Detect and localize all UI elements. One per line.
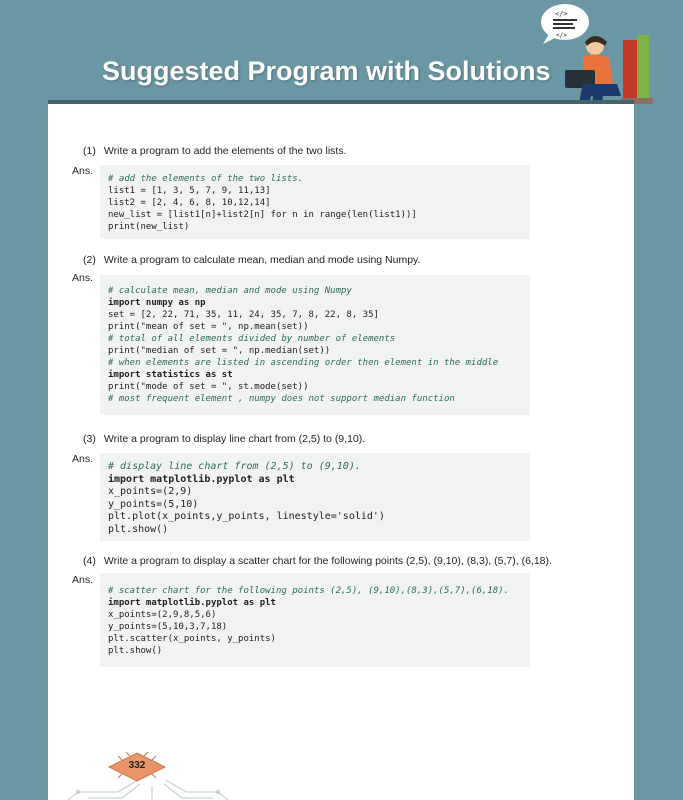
code-line: plt.show() <box>108 523 169 535</box>
code-line: y_points=(5,10) <box>108 498 199 510</box>
answer-label: Ans. <box>72 453 94 465</box>
question-text: Write a program to calculate mean, median and mode using Numpy. <box>103 254 421 266</box>
code-comment: # when elements are listed in ascending order then element in the middle <box>108 358 499 368</box>
code-line: plt.scatter(x_points, y_points) <box>108 634 276 644</box>
answer-label: Ans. <box>72 574 94 586</box>
code-line: import statistics as st <box>108 370 233 380</box>
code-line: x_points=(2,9,8,5,6) <box>108 610 217 620</box>
question-4 <box>83 555 552 567</box>
code-comment: # display line chart from (2,5) to (9,10). <box>108 461 361 472</box>
question-text: Write a program to add the elements of the two lists. <box>103 145 347 157</box>
question-2 <box>83 254 420 266</box>
code-line: import matplotlib.pyplot as plt <box>108 473 295 485</box>
question-number: (1) <box>83 145 96 157</box>
code-comment: # add the elements of the two lists. <box>108 174 304 184</box>
code-comment: # scatter chart for the following points (2,5), (9,10),(8,3),(5,7),(6,18). <box>108 586 509 596</box>
page-title: Suggested Program with Solutions <box>102 56 551 86</box>
page-number: 332 <box>128 760 146 771</box>
code-block-1 <box>100 165 530 239</box>
code-line: plt.show() <box>108 646 163 656</box>
code-line: import numpy as np <box>108 298 206 308</box>
code-comment: # total of all elements divided by number of elements <box>108 334 396 344</box>
code-line: y_points=(5,10,3,7,18) <box>108 622 228 632</box>
question-text: Write a program to display line chart from (2,5) to (9,10). <box>103 433 366 445</box>
code-block-2 <box>100 275 530 415</box>
question-3 <box>83 433 365 445</box>
answer-label: Ans. <box>72 165 94 177</box>
question-1 <box>83 145 347 157</box>
question-number: (2) <box>83 254 96 266</box>
code-line: print("mean of set = ", np.mean(set)) <box>108 322 309 332</box>
code-block-3 <box>100 453 530 541</box>
code-line: print("median of set = ", np.median(set)) <box>108 346 331 356</box>
question-number: (3) <box>83 433 96 445</box>
code-line: new_list = [list1[n]+list2[n] for n in range(len(list1))] <box>108 210 417 220</box>
question-text: Write a program to display a scatter chart for the following points (2,5), (9,10), (8,3), (5,7), (6,18). <box>103 555 552 567</box>
code-comment: # calculate mean, median and mode using Numpy <box>108 286 352 296</box>
code-comment: # most frequent element , numpy does not support median function <box>108 394 455 404</box>
answer-label: Ans. <box>72 272 94 284</box>
code-line: list1 = [1, 3, 5, 7, 9, 11,13] <box>108 186 271 196</box>
code-line: import matplotlib.pyplot as plt <box>108 598 276 608</box>
code-line: plt.plot(x_points,y_points, linestyle='solid') <box>108 511 385 522</box>
code-block-4 <box>100 573 530 667</box>
svg-text:</>: </> <box>556 32 567 39</box>
code-line: list2 = [2, 4, 6, 8, 10,12,14] <box>108 198 271 208</box>
code-line: x_points=(2,9) <box>108 486 193 497</box>
question-number: (4) <box>83 555 96 567</box>
book-icon <box>623 40 637 102</box>
svg-text:</>: </> <box>555 10 568 18</box>
code-line: set = [2, 22, 71, 35, 11, 24, 35, 7, 8, 22, 8, 35] <box>108 310 379 320</box>
code-line: print("mode of set = ", st.mode(set)) <box>108 382 309 392</box>
code-line: print(new_list) <box>108 222 190 232</box>
